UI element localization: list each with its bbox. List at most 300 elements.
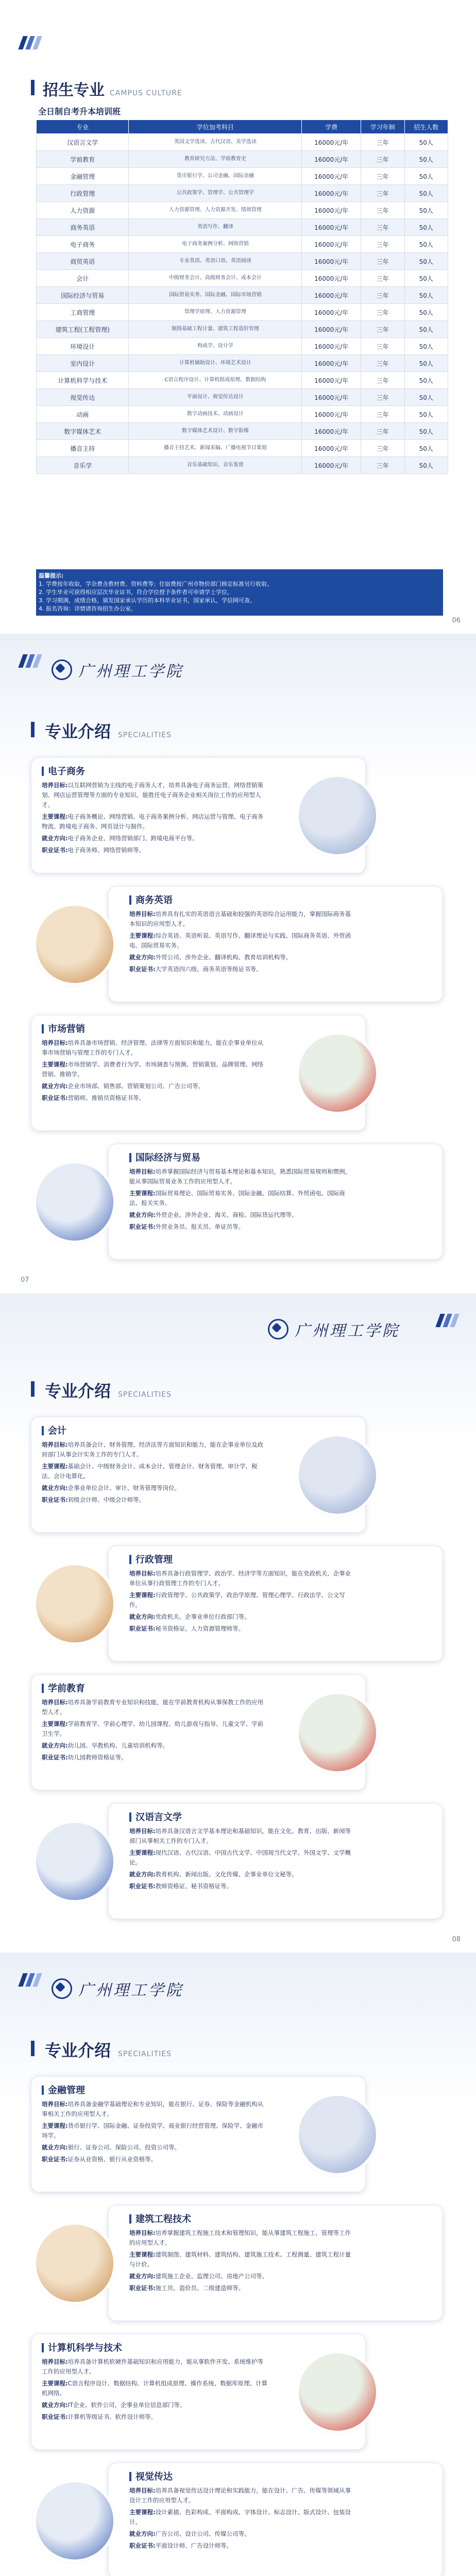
degree-exam-cell: 音乐基础知识、音乐鉴赏 — [129, 457, 302, 474]
paragraph-text: 大学英语四六级、商务英语等级证书等。 — [155, 965, 262, 973]
paragraph-label: 就业方向: — [129, 1613, 156, 1620]
duration-cell: 三年 — [361, 219, 404, 236]
intro-title: 专业介绍 — [45, 1381, 111, 1401]
degree-exam-cell: C语言程序设计、计算机组成原理、数据结构 — [129, 372, 302, 389]
description-paragraph — [42, 2099, 268, 2119]
major-photo — [36, 1163, 113, 1241]
description-paragraph — [129, 1870, 356, 1879]
quota-cell: 50人 — [404, 457, 448, 474]
degree-exam-cell: 英语写作、翻译 — [129, 219, 302, 236]
degree-exam-cell: 播音主持艺术、新闻采编、广播电视节目策划 — [129, 440, 302, 457]
major-card — [108, 886, 443, 1002]
paragraph-text: 幼儿园教师资格证等。 — [67, 1754, 127, 1761]
description-paragraph — [129, 931, 356, 951]
table-title: 全日制自考升本培训班 — [38, 107, 121, 116]
description-paragraph — [129, 1590, 356, 1610]
paragraph-text: 货币银行学、国际金融、证券投资学、商业银行经营管理、保险学、金融市场学。 — [42, 2122, 264, 2139]
major-photo — [36, 2225, 113, 2302]
paragraph-label: 职业证书: — [129, 1625, 156, 1632]
quota-cell: 50人 — [404, 355, 448, 372]
major-photo — [299, 1436, 376, 1514]
section-bar — [31, 722, 35, 737]
majors-table — [36, 120, 448, 474]
description-paragraph — [42, 1719, 268, 1739]
tuition-cell: 16000元/年 — [302, 270, 361, 287]
paragraph-text: 设计素描、色彩构成、平面构成、字体设计、标志设计、版式设计、包装设计。 — [129, 2509, 351, 2526]
intro-header — [31, 719, 172, 742]
table-row — [37, 372, 448, 389]
note-line: 2. 学生毕业可获得相应层次毕业证书，符合学位授予条件者可申请学士学位。 — [39, 589, 233, 596]
tuition-cell: 16000元/年 — [302, 372, 361, 389]
table-row — [37, 287, 448, 304]
page-enrollment — [0, 0, 476, 634]
degree-exam-cell: 中级财务会计、高级财务会计、成本会计 — [129, 270, 302, 287]
paragraph-text: 培养具备会计、财务管理、经济法等方面知识和能力，能在企事业单位及政府部门从事会计实务工作的专门人才。 — [42, 1441, 264, 1458]
tuition-cell: 16000元/年 — [302, 168, 361, 185]
paragraph-label: 就业方向: — [129, 1871, 156, 1878]
quota-cell: 50人 — [404, 304, 448, 321]
paragraph-text: 市场营销学、消费者行为学、市场调查与预测、营销策划、品牌管理、网络营销、推销学。 — [42, 1061, 264, 1078]
degree-exam-cell: 电子商务案例分析、网络营销 — [129, 236, 302, 253]
paragraph-label: 职业证书: — [42, 1496, 68, 1503]
page-number: 07 — [21, 1276, 29, 1284]
major-cell: 会计 — [37, 270, 129, 287]
quota-cell: 50人 — [404, 202, 448, 219]
page-intro-1 — [0, 634, 476, 1293]
decor-stripes — [21, 1973, 40, 1987]
description-paragraph — [42, 2379, 268, 2398]
duration-cell: 三年 — [361, 406, 404, 423]
major-cell: 行政管理 — [37, 185, 129, 202]
table-body — [37, 134, 448, 474]
table-row — [37, 321, 448, 338]
paragraph-label: 培养目标: — [42, 2100, 68, 2108]
decor-stripes — [21, 36, 40, 49]
description-paragraph — [129, 1222, 356, 1232]
paragraph-text: 企业市场部、销售部、营销策划公司、广告公司等。 — [67, 1082, 205, 1090]
major-photo — [36, 1823, 113, 1900]
major-cell: 工商管理 — [37, 304, 129, 321]
description-paragraph — [129, 2486, 356, 2505]
school-logo — [52, 658, 183, 681]
table-row — [37, 440, 448, 457]
description-paragraph — [129, 1848, 356, 1868]
paragraph-text: 平面设计师、广告设计师等。 — [155, 2542, 233, 2549]
paragraph-label: 培养目标: — [42, 782, 68, 789]
paragraph-label: 就业方向: — [129, 954, 156, 961]
quota-cell: 50人 — [404, 338, 448, 355]
quota-cell: 50人 — [404, 440, 448, 457]
quota-cell: 50人 — [404, 151, 448, 168]
paragraph-label: 培养目标: — [129, 2487, 156, 2494]
major-description — [129, 2228, 356, 2295]
major-description — [42, 1440, 268, 1507]
paragraph-text: C语言程序设计、数据结构、计算机组成原理、操作系统、数据库原理、计算机网络。 — [42, 2380, 268, 2397]
quota-cell: 50人 — [404, 406, 448, 423]
description-paragraph — [129, 2529, 356, 2539]
column-header: 学费 — [302, 120, 361, 134]
tuition-cell: 16000元/年 — [302, 321, 361, 338]
tuition-cell: 16000元/年 — [302, 304, 361, 321]
duration-cell: 三年 — [361, 185, 404, 202]
description-paragraph — [129, 1569, 356, 1588]
table-row — [37, 457, 448, 474]
duration-cell: 三年 — [361, 423, 404, 440]
section-bar — [31, 2041, 35, 2056]
paragraph-text: 外贸业务员、报关员、单证员等。 — [155, 1223, 245, 1230]
degree-exam-cell: 国际贸易实务、国际金融、国际市场营销 — [129, 287, 302, 304]
paragraph-text: 基础会计、中级财务会计、成本会计、管理会计、财务管理、审计学、税法、会计电算化。 — [42, 1463, 258, 1480]
major-title: 市场营销 — [42, 1022, 85, 1035]
paragraph-label: 主要课程: — [42, 813, 68, 820]
paragraph-label: 培养目标: — [42, 1441, 68, 1448]
duration-cell: 三年 — [361, 151, 404, 168]
major-card — [108, 1803, 443, 1919]
description-paragraph — [129, 1882, 356, 1891]
paragraph-label: 主要课程: — [129, 932, 156, 939]
description-paragraph — [42, 781, 268, 810]
section-header — [31, 77, 182, 100]
degree-exam-cell: 数字动画技术、动画设计 — [129, 406, 302, 423]
major-cell: 建筑工程(工程管理) — [37, 321, 129, 338]
description-paragraph — [129, 909, 356, 929]
major-cell: 人力资源 — [37, 202, 129, 219]
degree-exam-cell: 专业英语、英语口语、英语阅读 — [129, 253, 302, 270]
description-paragraph — [42, 1093, 268, 1103]
paragraph-label: 就业方向: — [42, 835, 68, 842]
duration-cell: 三年 — [361, 355, 404, 372]
major-cell: 播音主持 — [37, 440, 129, 457]
paragraph-label: 主要课程: — [129, 1849, 156, 1856]
description-paragraph — [129, 2507, 356, 2527]
major-card — [108, 1546, 443, 1662]
note-line: 1. 学费按年收取，学杂费含教材费、资料费等；住宿费按广州市物价部门核定标准另行收取。 — [39, 581, 273, 587]
description-paragraph — [42, 845, 268, 855]
description-paragraph — [129, 1624, 356, 1634]
paragraph-text: 电子商务师、网络营销师等。 — [67, 846, 145, 854]
paragraph-text: 企事业单位会计、审计、财务管理等岗位。 — [67, 1484, 181, 1492]
quota-cell: 50人 — [404, 134, 448, 151]
table-row — [37, 253, 448, 270]
major-cell: 电子商务 — [37, 236, 129, 253]
paragraph-text: 秘书资格证、人力资源管理师等。 — [155, 1625, 245, 1632]
major-cell: 环境设计 — [37, 338, 129, 355]
table-row — [37, 423, 448, 440]
decor-stripes — [21, 654, 40, 668]
section-bar — [31, 80, 35, 95]
major-card — [108, 2205, 443, 2321]
degree-exam-cell: 计算机辅助设计、环境艺术设计 — [129, 355, 302, 372]
description-paragraph — [42, 1081, 268, 1091]
major-cell: 数字媒体艺术 — [37, 423, 129, 440]
description-paragraph — [42, 1741, 268, 1751]
quota-cell: 50人 — [404, 270, 448, 287]
paragraph-label: 职业证书: — [42, 846, 68, 854]
description-paragraph — [42, 1462, 268, 1481]
intro-title: 专业介绍 — [45, 2041, 111, 2060]
paragraph-text: 培养具备市场营销、经济管理、法律等方面知识和能力，能在企事业单位从事市场营销与管理工作的专门人才。 — [42, 1039, 264, 1056]
intro-subtitle: SPECIALITIES — [118, 1391, 172, 1399]
paragraph-text: 施工员、造价员、二级建造师等。 — [155, 2284, 245, 2292]
degree-exam-cell: 构成学、设计学 — [129, 338, 302, 355]
major-cell: 视觉传达 — [37, 389, 129, 406]
description-paragraph — [129, 1167, 356, 1187]
tuition-cell: 16000元/年 — [302, 423, 361, 440]
table-header-row — [37, 120, 448, 134]
major-cell: 商务英语 — [37, 219, 129, 236]
major-title: 电子商务 — [42, 764, 85, 777]
tuition-cell: 16000元/年 — [302, 236, 361, 253]
description-paragraph — [42, 1440, 268, 1460]
major-photo — [36, 1565, 113, 1642]
paragraph-text: 外贸企业、涉外企业、海关、商检、国际货运代理等。 — [155, 1211, 298, 1218]
paragraph-label: 培养目标: — [129, 1570, 156, 1577]
duration-cell: 三年 — [361, 287, 404, 304]
quota-cell: 50人 — [404, 185, 448, 202]
paragraph-text: 现代汉语、古代汉语、中国古代文学、中国现当代文学、外国文学、文学概论。 — [129, 1849, 351, 1866]
major-cell: 学前教育 — [37, 151, 129, 168]
logo-text: 广州理工学院 — [295, 1322, 400, 1340]
major-cell: 计算机科学与技术 — [37, 372, 129, 389]
degree-exam-cell: 英国文学选读、古代汉语、美学选读 — [129, 134, 302, 151]
paragraph-label: 主要课程: — [42, 1463, 68, 1470]
table-row — [37, 406, 448, 423]
paragraph-text: IT企业、软件公司、企事业单位信息部门等。 — [67, 2401, 186, 2409]
description-paragraph — [42, 2121, 268, 2141]
paragraph-label: 就业方向: — [129, 1211, 156, 1218]
page-intro-2 — [0, 1293, 476, 1953]
duration-cell: 三年 — [361, 304, 404, 321]
degree-exam-cell: 管理学原理、人力资源管理 — [129, 304, 302, 321]
quota-cell: 50人 — [404, 389, 448, 406]
paragraph-label: 主要课程: — [129, 2251, 156, 2258]
degree-exam-cell: 教育研究方法、学前教育史 — [129, 151, 302, 168]
major-cell: 音乐学 — [37, 457, 129, 474]
tuition-cell: 16000元/年 — [302, 253, 361, 270]
paragraph-text: 教育机构、新闻出版、文化传媒、企事业单位文秘等。 — [155, 1871, 298, 1878]
paragraph-label: 主要课程: — [129, 1591, 156, 1599]
column-header: 招生人数 — [404, 120, 448, 134]
major-cell: 国际经济与贸易 — [37, 287, 129, 304]
tuition-cell: 16000元/年 — [302, 457, 361, 474]
paragraph-text: 证券从业资格、银行从业资格等。 — [67, 2156, 157, 2163]
logo-emblem — [52, 659, 72, 680]
section-bar — [31, 1381, 35, 1397]
description-paragraph — [42, 812, 268, 832]
paragraph-label: 培养目标: — [129, 910, 156, 918]
paragraph-text: 培养具备行政管理学、政治学、经济学等方面知识，能在党政机关、企事业单位从事行政管理工作的专门人才。 — [129, 1570, 351, 1587]
major-description — [42, 1698, 268, 1765]
major-description — [129, 1167, 356, 1234]
quota-cell: 50人 — [404, 236, 448, 253]
quota-cell: 50人 — [404, 253, 448, 270]
paragraph-label: 主要课程: — [129, 2509, 156, 2516]
degree-exam-cell: 货币银行学、公司金融、国际金融 — [129, 168, 302, 185]
table-row — [37, 151, 448, 168]
paragraph-text: 幼儿园、早教机构、儿童培训机构等。 — [67, 1742, 169, 1749]
paragraph-text: 培养具备学前教育专业知识和技能，能在学前教育机构从事保教工作的应用型人才。 — [42, 1699, 264, 1716]
description-paragraph — [42, 2155, 268, 2164]
major-card — [108, 1144, 443, 1260]
major-photo — [299, 2353, 376, 2431]
major-title: 国际经济与贸易 — [129, 1150, 200, 1164]
paragraph-text: 培养具有扎实的英语语言基础和较强的英语综合运用能力，掌握国际商务基本知识的应用型人才。 — [129, 910, 351, 927]
intro-header — [31, 2038, 172, 2061]
paragraph-label: 职业证书: — [42, 2156, 68, 2163]
notes-lines — [39, 580, 440, 613]
major-title: 会计 — [42, 1423, 66, 1437]
table-row — [37, 185, 448, 202]
paragraph-text: 培养掌握建筑工程施工技术和管理知识，能从事建筑工程施工、管理等工作的应用型人才。 — [129, 2229, 351, 2246]
quota-cell: 50人 — [404, 168, 448, 185]
column-header: 专业 — [37, 120, 129, 134]
school-logo — [52, 1977, 183, 2000]
paragraph-label: 就业方向: — [129, 2530, 156, 2537]
table-row — [37, 270, 448, 287]
table-row — [37, 236, 448, 253]
duration-cell: 三年 — [361, 457, 404, 474]
tuition-cell: 16000元/年 — [302, 355, 361, 372]
paragraph-text: 教师资格证、秘书资格证等。 — [155, 1883, 233, 1890]
description-paragraph — [129, 2283, 356, 2293]
quota-cell: 50人 — [404, 219, 448, 236]
description-paragraph — [129, 1210, 356, 1220]
note-line: 4. 报名咨询：详情请咨询招生办公室。 — [39, 605, 137, 612]
major-description — [129, 1826, 356, 1893]
duration-cell: 三年 — [361, 270, 404, 287]
description-paragraph — [42, 1060, 268, 1079]
major-title: 汉语言文学 — [129, 1810, 182, 1823]
intro-subtitle: SPECIALITIES — [118, 731, 172, 739]
description-paragraph — [129, 1826, 356, 1846]
section-title: 招生专业 — [43, 81, 105, 99]
description-paragraph — [129, 1189, 356, 1208]
paragraph-text: 综合英语、英语听说、英语写作、翻译理论与实践、国际商务英语、外贸函电、国际贸易实务。 — [129, 932, 351, 949]
paragraph-text: 建筑制图、建筑材料、建筑结构、建筑施工技术、工程测量、建筑工程计量与计价。 — [129, 2251, 351, 2268]
tuition-cell: 16000元/年 — [302, 406, 361, 423]
major-photo — [299, 1694, 376, 1771]
duration-cell: 三年 — [361, 440, 404, 457]
degree-exam-cell: 公共政策学、管理学、公共管理学 — [129, 185, 302, 202]
tuition-cell: 16000元/年 — [302, 202, 361, 219]
paragraph-label: 职业证书: — [129, 2542, 156, 2549]
paragraph-text: 培养具备金融学基础理论和专业知识，能在银行、证券、保险等金融机构从事相关工作的应用型人才。 — [42, 2100, 264, 2117]
column-header: 学习年制 — [361, 120, 404, 134]
paragraph-text: 初级会计师、中级会计师等。 — [67, 1496, 145, 1503]
major-description — [42, 1038, 268, 1105]
description-paragraph — [42, 2357, 268, 2377]
quota-cell: 50人 — [404, 287, 448, 304]
table-row — [37, 168, 448, 185]
paragraph-text: 电子商务企业、网络营销部门、跨境电商平台等。 — [67, 835, 198, 842]
intro-subtitle: SPECIALITIES — [118, 2050, 172, 2058]
major-description — [42, 2357, 268, 2424]
paragraph-text: 电子商务概论、网络营销、电子商务案例分析、网店运营与管理、电子商务物流、跨境电子商务、网页设计与制作。 — [42, 813, 264, 830]
page-intro-3 — [0, 1953, 476, 2576]
table-row — [37, 134, 448, 151]
table-row — [37, 304, 448, 321]
paragraph-label: 职业证书: — [42, 2413, 68, 2420]
paragraph-label: 培养目标: — [129, 1827, 156, 1835]
notes-title: 温馨提示: — [39, 572, 64, 579]
quota-cell: 50人 — [404, 321, 448, 338]
description-paragraph — [42, 2143, 268, 2153]
tuition-cell: 16000元/年 — [302, 440, 361, 457]
description-paragraph — [129, 2228, 356, 2248]
description-paragraph — [129, 964, 356, 974]
logo-emblem — [268, 1319, 288, 1340]
paragraph-text: 计算机等级证书、软件设计师等。 — [67, 2413, 157, 2420]
description-paragraph — [42, 1483, 268, 1493]
description-paragraph — [42, 2400, 268, 2410]
major-description — [129, 1569, 356, 1636]
paragraph-label: 职业证书: — [129, 1883, 156, 1890]
description-paragraph — [129, 2250, 356, 2269]
logo-emblem — [52, 1978, 72, 1999]
description-paragraph — [42, 1495, 268, 1505]
description-paragraph — [129, 1612, 356, 1622]
paragraph-label: 培养目标: — [42, 1699, 68, 1706]
major-photo — [36, 906, 113, 983]
major-description — [42, 2099, 268, 2166]
paragraph-label: 就业方向: — [42, 1742, 68, 1749]
major-card — [108, 2463, 443, 2576]
tuition-cell: 16000元/年 — [302, 219, 361, 236]
paragraph-label: 培养目标: — [129, 2229, 156, 2236]
table-row — [37, 389, 448, 406]
school-logo — [268, 1318, 400, 1341]
paragraph-text: 培养掌握国际经济与贸易基本理论和基本知识，熟悉国际贸易规则和惯例，能从事国际贸易业务工作的应用型人才。 — [129, 1168, 351, 1185]
quota-cell: 50人 — [404, 372, 448, 389]
major-title: 建筑工程技术 — [129, 2212, 191, 2225]
description-paragraph — [42, 834, 268, 843]
decor-stripes — [438, 1314, 457, 1327]
duration-cell: 三年 — [361, 389, 404, 406]
paragraph-text: 党政机关、企事业单位行政部门等。 — [155, 1613, 250, 1620]
paragraph-label: 主要课程: — [42, 1720, 68, 1727]
description-paragraph — [42, 1753, 268, 1762]
tuition-cell: 16000元/年 — [302, 389, 361, 406]
major-title: 行政管理 — [129, 1552, 173, 1566]
paragraph-label: 职业证书: — [42, 1754, 68, 1761]
logo-text: 广州理工学院 — [78, 1981, 183, 1999]
column-header: 学位加考科目 — [129, 120, 302, 134]
paragraph-text: 以互联网营销为主线的电子商务人才，培养具备电子商务运营、网络营销策划、网店运营管理等方面的专业知识，能胜任电子商务企业相关岗位工作的应用型人才。 — [42, 782, 264, 808]
table-row — [37, 202, 448, 219]
tuition-cell: 16000元/年 — [302, 185, 361, 202]
major-title: 金融管理 — [42, 2083, 85, 2096]
duration-cell: 三年 — [361, 338, 404, 355]
page-number: 08 — [452, 1936, 461, 1943]
description-paragraph — [129, 953, 356, 962]
major-cell: 动画 — [37, 406, 129, 423]
degree-exam-cell: 人力资源管理、人力资源开发、绩效管理 — [129, 202, 302, 219]
paragraph-label: 主要课程: — [129, 1190, 156, 1197]
paragraph-text: 培养具备计算机软硬件基础知识和应用能力，能从事软件开发、系统维护等工作的应用型人才。 — [42, 2358, 264, 2375]
section-subtitle: CAMPUS CULTURE — [110, 89, 182, 97]
major-photo — [299, 2096, 376, 2173]
paragraph-label: 职业证书: — [129, 2284, 156, 2292]
duration-cell: 三年 — [361, 253, 404, 270]
duration-cell: 三年 — [361, 202, 404, 219]
major-photo — [299, 777, 376, 854]
paragraph-text: 培养具备汉语言文学基本理论和基础知识，能在文化、教育、出版、新闻等部门从事相关工作的专门人才。 — [129, 1827, 351, 1844]
paragraph-label: 职业证书: — [129, 1223, 156, 1230]
paragraph-label: 就业方向: — [42, 1484, 68, 1492]
major-title: 商务英语 — [129, 893, 173, 906]
paragraph-text: 学前教育学、学前心理学、幼儿园课程、幼儿游戏与指导、儿童文学、学前卫生学。 — [42, 1720, 264, 1737]
tuition-cell: 16000元/年 — [302, 287, 361, 304]
